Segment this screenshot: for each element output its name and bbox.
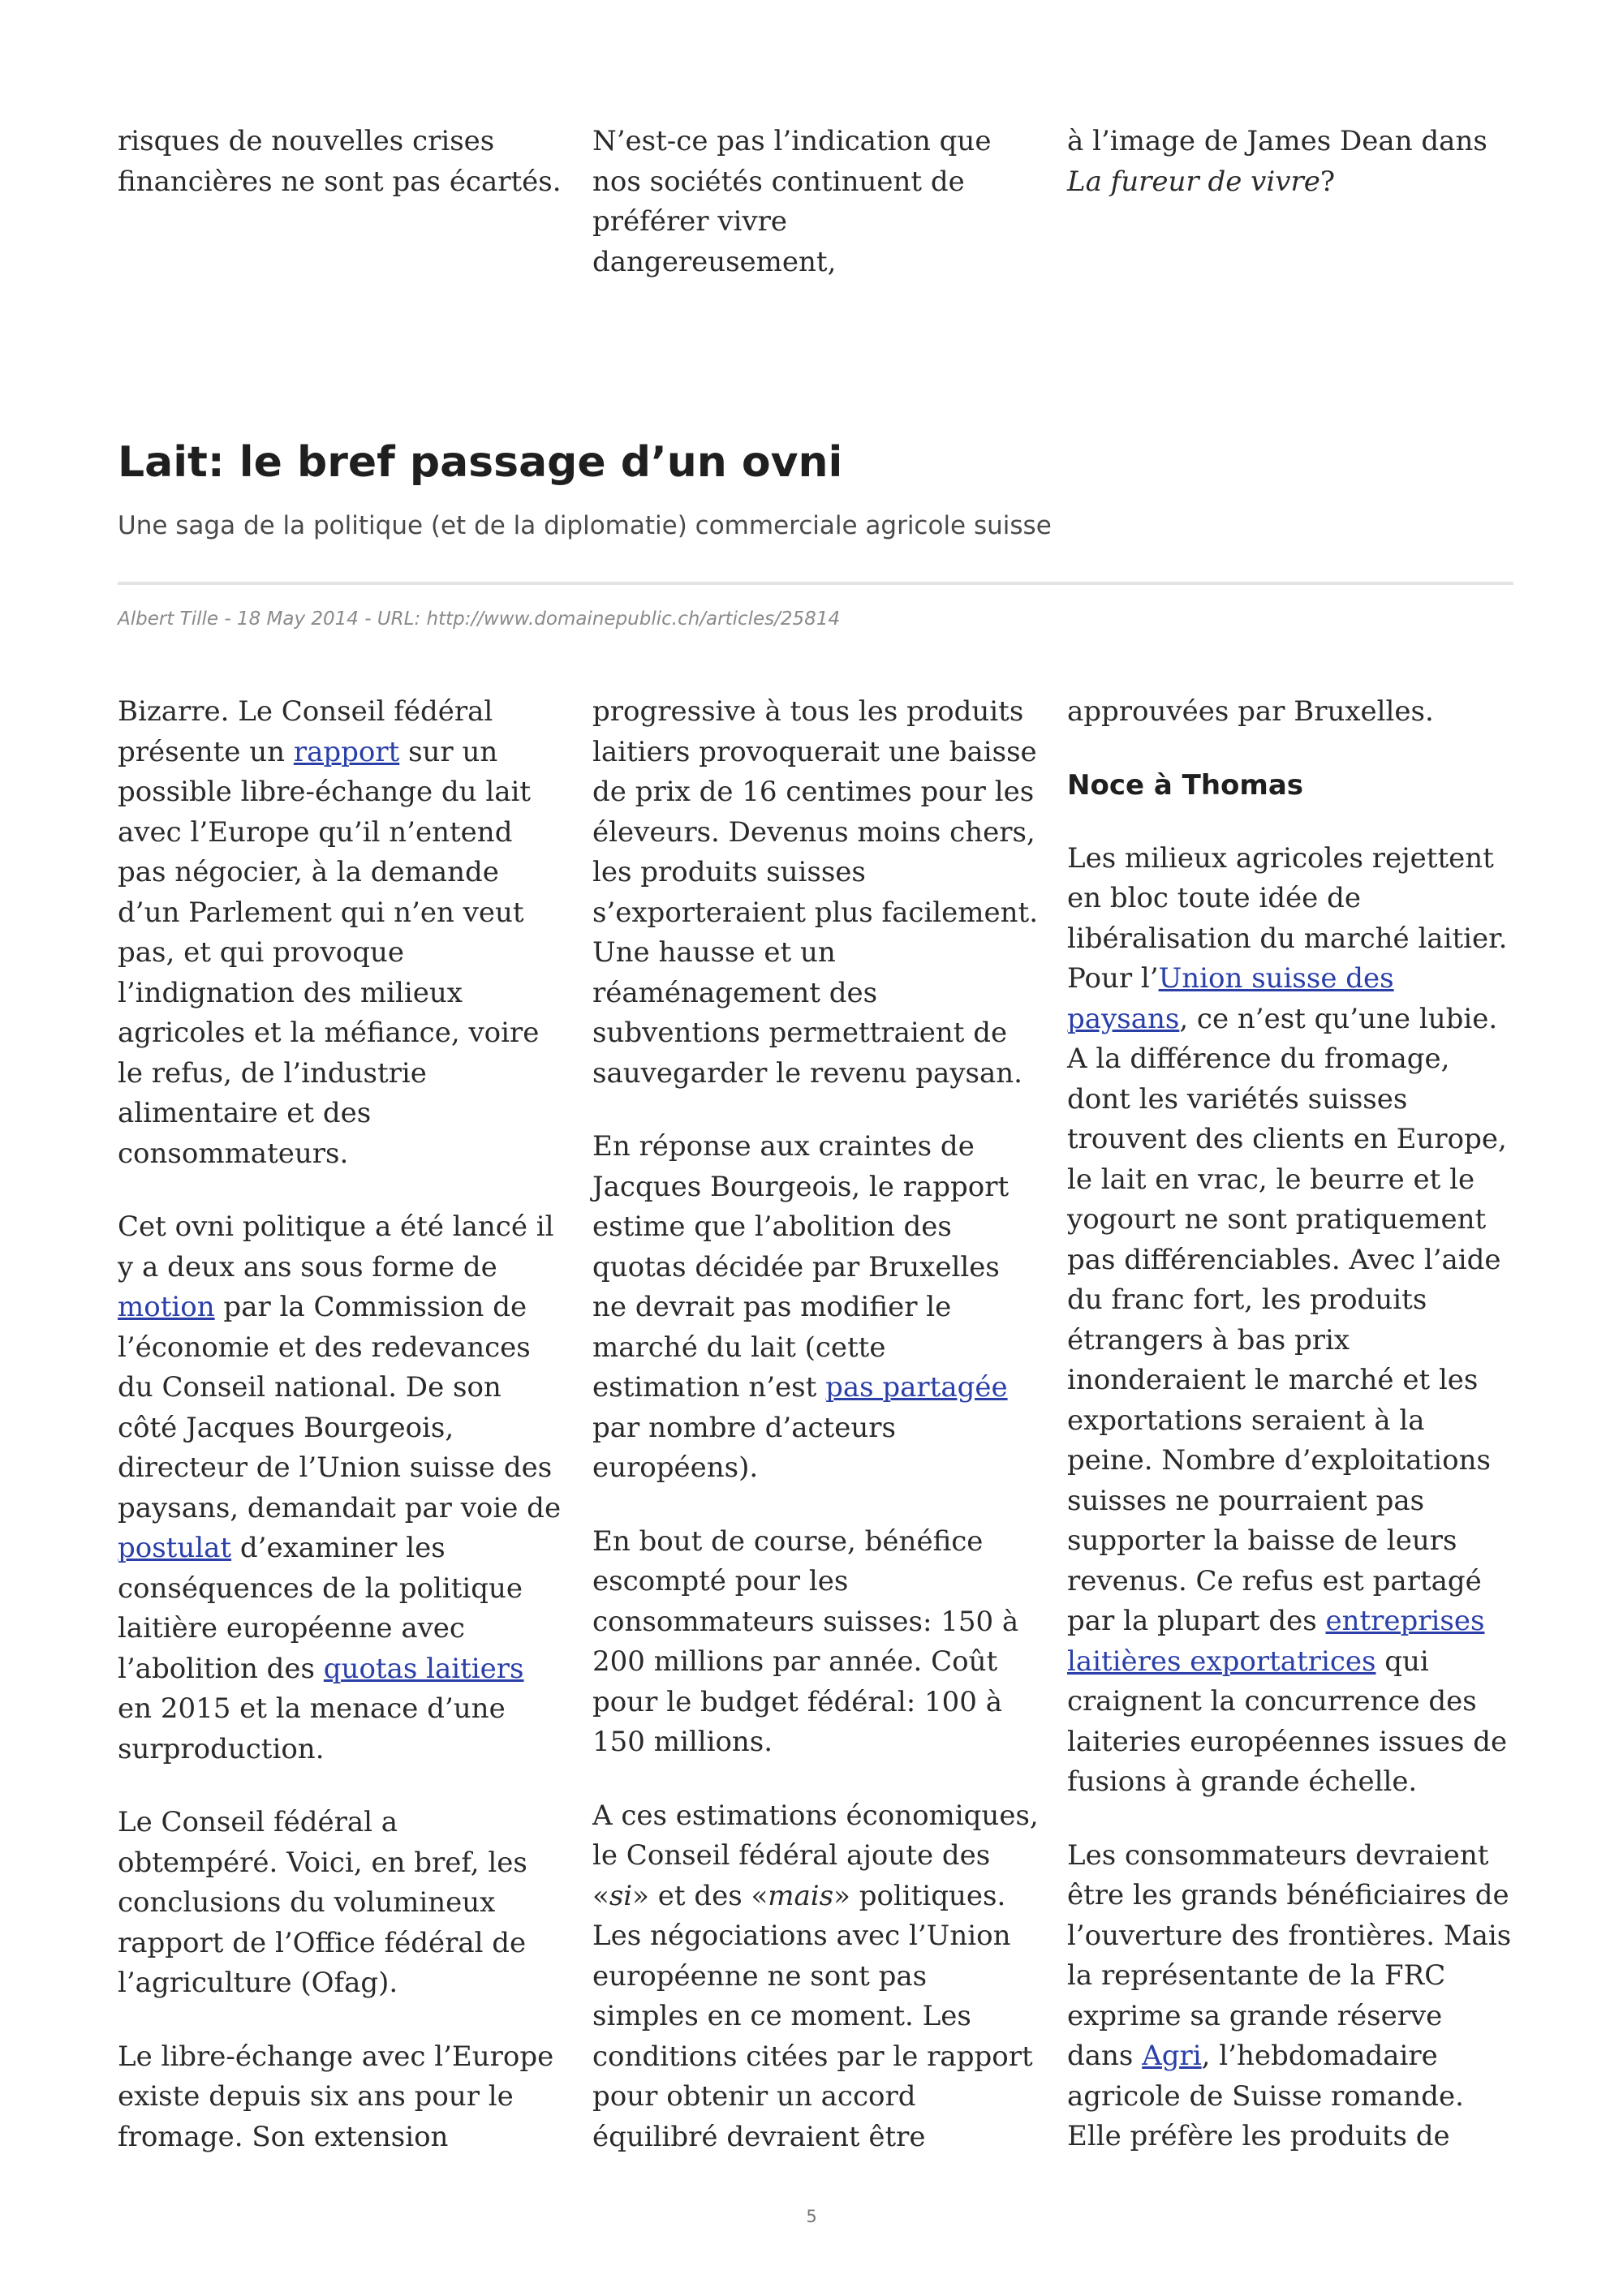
paragraph: Cet ovni politique a été lancé il y a deux ans sous forme de motion par la Commission de l’économie et des redevances du Conseil national. De son côté Jacques Bourgeois, directeur de l’Union suisse des paysans, demandait par voie de postulat d’examiner les conséquences de la politique laitière européenne avec l’abolition des quotas laitiers en 2015 et la menace d’une surproduction. <box>118 1210 562 1765</box>
paragraph: N’est-ce pas l’indication que nos sociétés continuent de préférer vivre dangereusement, <box>592 125 992 278</box>
paragraph: Bizarre. Le Conseil fédéral présente un rapport sur un possible libre-échange du lait avec l’Europe qu’il n’entend pas négocier, à la demande d’un Parlement qui n’en veut pas, et qui provoque l’indignation des milieux agricoles et la méfiance, voire le refus, de l’industrie alimentaire et des consommateurs. <box>118 695 540 1170</box>
paragraph: Les consommateurs devraient être les grands bénéficiaires de l’ouverture des frontières. Mais la représentante de la FRC exprime sa grande réserve dans Agri, l’hebdomadaire agricole de Suisse romande. Elle préfère les produits de <box>1067 1838 1512 2152</box>
paragraph: approuvées par Bruxelles. <box>1067 695 1434 728</box>
link-union-suisse-des-paysans[interactable]: Union suisse des paysans <box>1067 962 1394 1035</box>
paragraph: En bout de course, bénéfice escompté pour les consommateurs suisses: 150 à 200 millions par année. Coût pour le budget fédéral: 100 à 150 millions. <box>592 1524 1019 1758</box>
article-body <box>118 692 1513 2191</box>
paragraph: Les milieux agricoles rejettent en bloc toute idée de libéralisation du marché laitier. Pour l’Union suisse des paysans, ce n’est qu’une lubie. A la différence du fromage, dont les variétés suisses trouvent des clients en Europe, le lait en vrac, le beurre et le yogourt ne sont pratiquement pas différenciables. Avec l’aide du franc fort, les produits étrangers à bas prix inonderaient le marché et les exportations seraient à la peine. Nombre d’exploitations suisses ne pourraient pas supporter la baisse de leurs revenus. Ce refus est partagé par la plupart des entreprises laitières exportatrices qui craignent la concurrence des laiteries européennes issues de fusions à grande échelle. <box>1067 841 1508 1798</box>
column-1 <box>118 692 564 2191</box>
link-postulat[interactable]: postulat <box>118 1532 232 1564</box>
link-pas-partagee[interactable]: pas partagée <box>825 1371 1008 1404</box>
article-title: Lait: le bref passage d’un ovni <box>118 438 843 487</box>
previous-article-tail <box>118 122 1513 316</box>
paragraph: Le Conseil fédéral a obtempéré. Voici, en bref, les conclusions du volumineux rapport de l’Office fédéral de l’agriculture (Ofag). <box>118 1806 527 1999</box>
link-rapport[interactable]: rapport <box>293 735 400 768</box>
divider <box>118 582 1513 585</box>
column-2 <box>592 692 1039 2191</box>
section-heading: Noce à Thomas <box>1067 768 1304 802</box>
link-motion[interactable]: motion <box>118 1291 215 1323</box>
column-3 <box>1067 692 1513 2191</box>
link-quotas-laitiers[interactable]: quotas laitiers <box>323 1652 524 1685</box>
article-subtitle: Une saga de la politique (et de la diplomatie) commerciale agricole suisse <box>118 511 1052 540</box>
column-3 <box>1067 122 1513 316</box>
paragraph: A ces estimations économiques, le Conseil fédéral ajoute des «si» et des «mais» politiques. Les négociations avec l’Union européenne ne sont pas simples en ce moment. Les conditions citées par le rapport pour obtenir un accord équilibré devraient être <box>592 1799 1039 2153</box>
column-2 <box>592 122 1039 316</box>
page-number: 5 <box>806 2207 817 2226</box>
link-agri[interactable]: Agri <box>1142 2040 1202 2072</box>
paragraph: risques de nouvelles crises financières ne sont pas écartés. <box>118 125 562 198</box>
byline: Albert Tille - 18 May 2014 - URL: http://www.domainepublic.ch/articles/25814 <box>118 608 841 630</box>
link-entreprises-laitieres[interactable]: entreprises laitières exportatrices <box>1067 1605 1485 1678</box>
paragraph: progressive à tous les produits laitiers provoquerait une baisse de prix de 16 centimes pour les éleveurs. Devenus moins chers, les produits suisses s’exporteraient plus facilement. Une hausse et un réaménagement des subventions permettraient de sauvegarder le revenu paysan. <box>592 695 1038 1090</box>
paragraph: Le libre-échange avec l’Europe existe depuis six ans pour le fromage. Son extension <box>118 2040 554 2153</box>
paragraph: à l’image de James Dean dans La fureur de vivre? <box>1067 125 1487 198</box>
column-1 <box>118 122 564 316</box>
film-title: La fureur de vivre <box>1067 165 1320 198</box>
paragraph: En réponse aux craintes de Jacques Bourgeois, le rapport estime que l’abolition des quotas décidée par Bruxelles ne devrait pas modifier le marché du lait (cette estimation n’est pas partagée par nombre d’acteurs européens). <box>592 1130 1010 1484</box>
